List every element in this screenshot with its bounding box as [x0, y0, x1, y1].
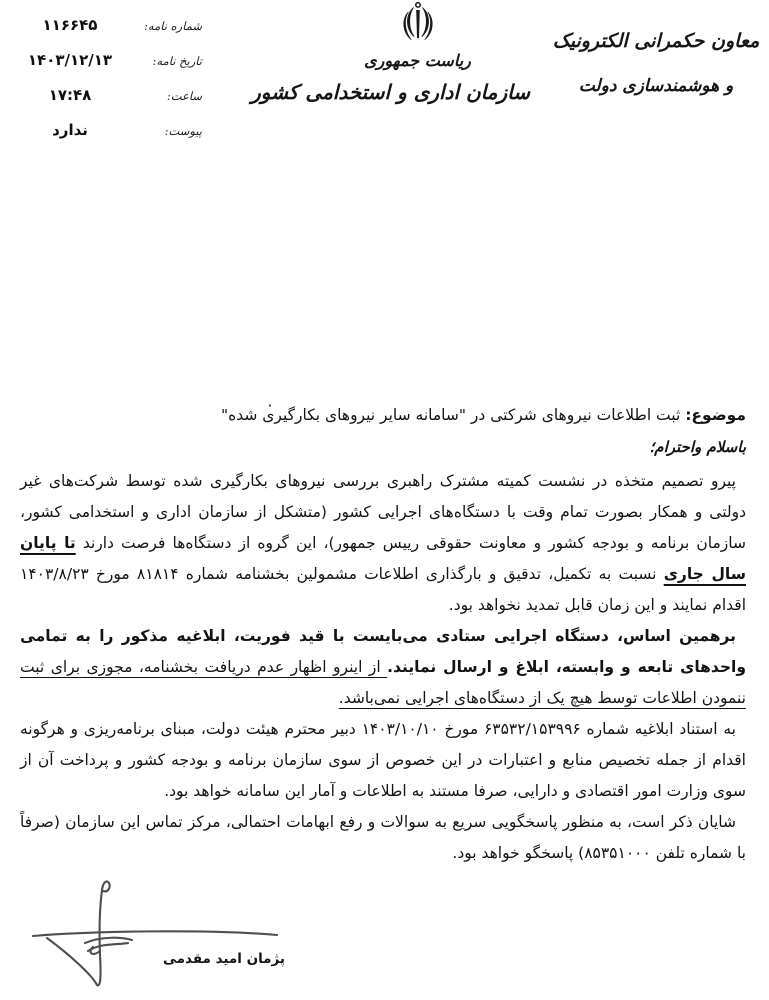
signatory-name: پژمان امید مقدمی — [163, 951, 286, 967]
letter-attachment-label: پیوست: — [164, 124, 202, 138]
paragraph-2 — [20, 621, 746, 714]
subject-line — [20, 404, 746, 426]
paragraph-2-bold-text: برهمین اساس، دستگاه اجرایی ستادی می‌بایست با قید فوریت، ابلاغیه مذکور را به تمامی واحدهای تابعه و وابسته، ابلاغ و ارسال نمایند. — [20, 627, 746, 676]
letter-date-value: ۱۴۰۳/۱۲/۱۳ — [27, 51, 113, 69]
letter-time-value: ۱۷:۴۸ — [48, 86, 92, 104]
letter-meta-fields — [14, 16, 202, 156]
letterhead-center — [251, 0, 530, 104]
paragraph-2-underlined-text: از اینرو اظهار عدم دریافت بخشنامه، مجوزی برای ثبت ننمودن اطلاعات توسط هیچ یک از دستگاه‌های اجرایی نمی‌باشد. — [20, 658, 746, 707]
presidency-title: ریاست جمهوری — [364, 51, 471, 70]
subject-text: ثبت اطلاعات نیروهای شرکتی در "سامانه سایر نیروهای بکارگیری شده" — [220, 406, 686, 424]
letter-attachment-value: ندارد — [52, 121, 88, 139]
letter-time-row — [14, 86, 202, 104]
organization-title: سازمان اداری و استخدامی کشور — [251, 80, 530, 104]
paragraph-1-text: پیرو تصمیم متخذه در نشست کمیته مشترک راهبری بررسی نیروهای بکارگیری شده توسط شرکت‌های غیر دولتی و همکار بصورت تمام وقت با دستگاه‌های اجرایی کشور (متشکل از سازمان اداری و استخدامی کشور، سازمان برنامه و بودجه کشور و معاونت حقوقی رییس جمهور)، این گروه از دستگاه‌ها فرصت دارند — [20, 472, 746, 552]
deadline-emphasis: تا پایان سال جاری — [20, 534, 746, 583]
deputy-title-line2: و هوشمندسازی دولت — [578, 76, 734, 96]
greeting-line: باسلام واحترام؛ — [649, 438, 746, 456]
letter-date-label: تاریخ نامه: — [152, 54, 202, 68]
paragraph-3: به استناد ابلاغیه شماره ۶۳۵۳۲/۱۵۳۹۹۶ مورخ ۱۴۰۳/۱۰/۱۰ دبیر محترم هیئت دولت، مبنای برنامه‌ریزی و هرگونه اقدام از جمله تخصیص منابع و اعتبارات در این خصوص از سوی سازمان برنامه و بودجه کشور و پرداخت آن از سوی وزارت امور اقتصادی و دارایی، صرفا مستند به اطلاعات و آمار این سامانه خواهد بود. — [20, 720, 746, 800]
letterhead-right — [547, 30, 765, 96]
letter-date-row — [14, 51, 202, 69]
iran-emblem-icon — [392, 0, 444, 48]
deputy-title-line1: معاون حکمرانی الکترونیک — [552, 30, 760, 52]
letter-attachment-row — [14, 121, 202, 139]
paragraph-4: شایان ذکر است، به منظور پاسخگویی سریع به سوالات و رفع ابهامات احتمالی، مرکز تماس این سازمان (صرفاً با شماره تلفن ۸۵۳۵۱۰۰۰) پاسخگو خواهد بود. — [20, 813, 746, 862]
letter-time-label: ساعت: — [166, 89, 202, 103]
paragraph-1 — [20, 466, 746, 621]
letter-number-value: ۱۱۶۶۴۵ — [42, 16, 98, 34]
subject-label: موضوع: — [685, 406, 746, 424]
paragraph-1-continuation: نسبت به تکمیل، تدقیق و بارگذاری اطلاعات مشمولین بخشنامه شماره ۸۱۸۱۴ مورخ ۱۴۰۳/۸/۲۳ اقدام نمایند و این زمان قابل تمدید نخواهد بود. — [20, 565, 746, 614]
letter-number-label: شماره نامه: — [144, 19, 202, 33]
handwritten-signature-icon — [30, 875, 300, 995]
signature-block — [30, 875, 300, 995]
letter-body — [20, 404, 746, 869]
letter-number-row — [14, 16, 202, 34]
